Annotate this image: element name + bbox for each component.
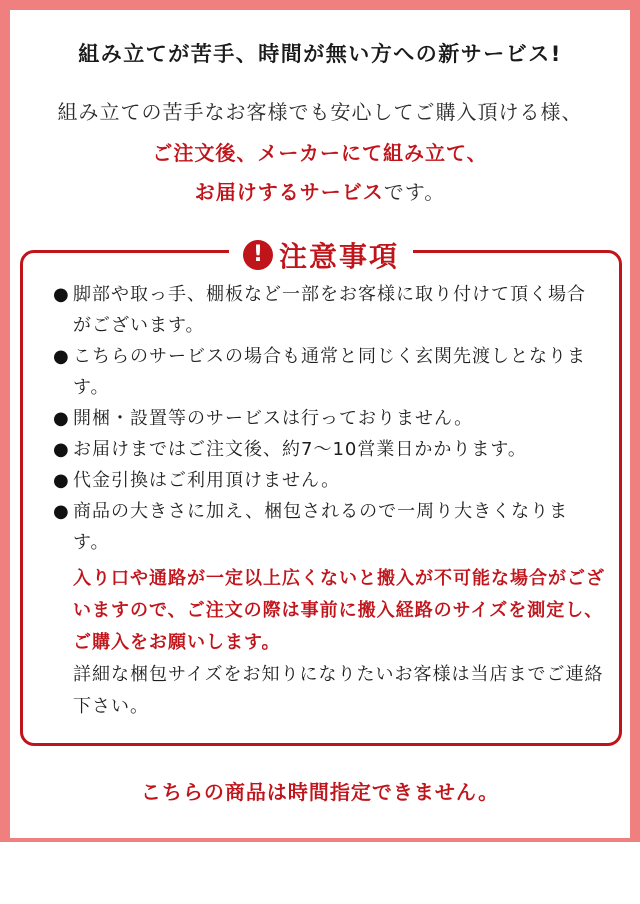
notice-item-text: お届けまではご注文後、約7～10営業日かかります。 (73, 439, 527, 460)
bullet-icon: ● (53, 501, 70, 522)
notice-item (53, 496, 603, 558)
intro-service-highlight: お届けするサービス (194, 180, 384, 204)
bullet-icon: ● (53, 408, 70, 429)
bullet-icon: ● (53, 284, 70, 305)
notice-list (53, 279, 603, 558)
notice-item (53, 279, 603, 341)
notice-item (53, 465, 603, 496)
headline: 組み立てが苦手、時間が無い方への新サービス! (78, 42, 562, 66)
notice-item-text: 代金引換はご利用頂けません。 (73, 470, 341, 491)
intro-line-3 (0, 176, 640, 205)
notice-heading (229, 235, 413, 275)
exclamation-circle-icon: ! (243, 240, 273, 270)
notice-item (53, 434, 603, 465)
notice-title: 注意事項 (278, 240, 400, 273)
time-slot-notice: こちらの商品は時間指定できません。 (140, 780, 500, 804)
delivery-warning: 入り口や通路が一定以上広くないと搬入が不可能な場合がございますので、ご注文の際は事前に搬入経路のサイズを測定し、ご購入をお願いします。 (73, 568, 605, 653)
intro-line-1: 組み立ての苦手なお客様でも安心してご購入頂ける様、 (57, 100, 583, 124)
notice-item-text: 開梱・設置等のサービスは行っておりません。 (73, 408, 474, 429)
intro-line-3-suffix: です。 (383, 180, 446, 204)
bullet-icon: ● (53, 439, 70, 460)
notice-item (53, 341, 603, 403)
notice-item (53, 403, 603, 434)
notice-box (20, 240, 622, 746)
contact-note: 詳細な梱包サイズをお知りになりたいお客様は当店までご連絡下さい。 (73, 664, 604, 717)
bullet-icon: ● (53, 346, 70, 367)
notice-item-text: 商品の大きさに加え、梱包されるので一周り大きくなります。 (73, 501, 569, 553)
intro-line-2: ご注文後、メーカーにて組み立て、 (152, 141, 488, 165)
bullet-icon: ● (53, 470, 70, 491)
notice-item-text: 脚部や取っ手、棚板など一部をお客様に取り付けて頂く場合がございます。 (73, 284, 586, 336)
notice-item-text: こちらのサービスの場合も通常と同じく玄関先渡しとなります。 (73, 346, 586, 398)
